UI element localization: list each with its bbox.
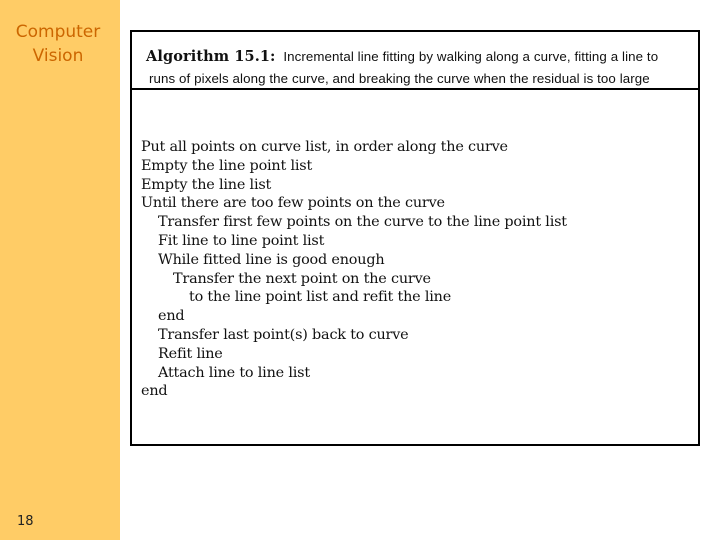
algorithm-header xyxy=(132,32,698,90)
algorithm-caption-line2: runs of pixels along the curve, and breaking the curve when the residual is too large xyxy=(149,71,650,86)
algorithm-box xyxy=(130,30,700,446)
course-title-line1: Computer xyxy=(15,22,101,42)
algorithm-line: Transfer last point(s) back to curve xyxy=(158,326,409,343)
course-title-line2: Vision xyxy=(32,46,84,66)
algorithm-line: Empty the line point list xyxy=(141,157,313,174)
algorithm-line: Transfer the next point on the curve xyxy=(173,270,431,287)
algorithm-line: Put all points on curve list, in order along the curve xyxy=(141,139,508,155)
algorithm-label: Algorithm 15.1: xyxy=(146,48,276,65)
algorithm-line: Empty the line list xyxy=(141,176,272,193)
algorithm-line: end xyxy=(158,308,185,325)
algorithm-caption-line1: Incremental line fitting by walking along a curve, fitting a line to xyxy=(283,49,659,64)
course-title xyxy=(0,20,116,68)
algorithm-line: Fit line to line point list xyxy=(158,232,325,249)
algorithm-line: While fitted line is good enough xyxy=(158,251,385,268)
algorithm-line: Refit line xyxy=(158,345,223,362)
sidebar xyxy=(0,0,120,540)
algorithm-line: to the line point list and refit the line xyxy=(189,289,452,306)
algorithm-line: Attach line to line list xyxy=(158,364,310,381)
algorithm-body xyxy=(132,90,698,401)
algorithm-line: Transfer first few points on the curve to the line point list xyxy=(158,214,567,231)
algorithm-line: end xyxy=(141,383,168,400)
slide-number: 18 xyxy=(17,514,34,529)
algorithm-line: Until there are too few points on the curve xyxy=(141,195,445,212)
